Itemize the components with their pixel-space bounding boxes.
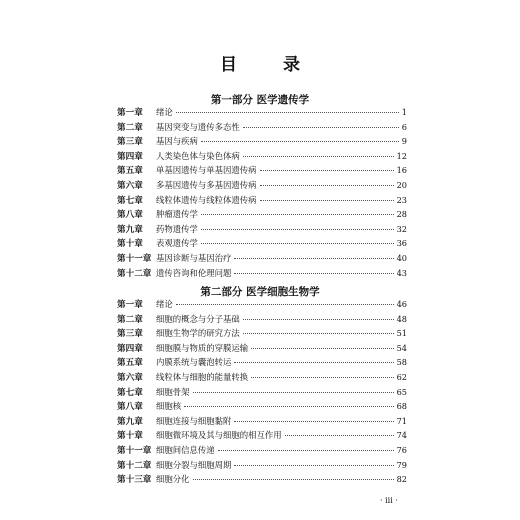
chapter-number: 第四章 bbox=[117, 151, 143, 162]
chapter-title: 细胞核 bbox=[156, 401, 182, 412]
chapter-title: 绪论 bbox=[156, 299, 173, 309]
chapter-title: 细胞的概念与分子基础 bbox=[156, 313, 240, 324]
dot-leader bbox=[251, 376, 393, 378]
toc-entry[interactable] bbox=[117, 135, 407, 150]
chapter-title: 单基因遗传与单基因遗传病 bbox=[156, 165, 257, 176]
dot-leader bbox=[251, 347, 393, 349]
dot-leader bbox=[176, 111, 399, 113]
chapter-number: 第七章 bbox=[117, 195, 143, 206]
dot-leader bbox=[201, 140, 399, 142]
chapter-number: 第六章 bbox=[117, 180, 143, 191]
part-heading: 第二部分 医学细胞生物学 bbox=[200, 286, 320, 298]
toc-entry[interactable] bbox=[117, 150, 407, 165]
dot-leader bbox=[201, 228, 394, 230]
dot-leader bbox=[243, 126, 399, 128]
page-ref: 76 bbox=[396, 444, 407, 455]
toc-entry[interactable] bbox=[117, 415, 407, 430]
dot-leader bbox=[234, 361, 393, 363]
page-ref: 62 bbox=[396, 371, 407, 382]
chapter-number: 第一章 bbox=[117, 300, 143, 310]
dot-leader bbox=[234, 420, 393, 422]
page-ref: 58 bbox=[396, 357, 407, 368]
toc-entry[interactable] bbox=[117, 223, 407, 238]
chapter-number: 第十章 bbox=[117, 431, 143, 442]
toc-entry[interactable] bbox=[117, 106, 407, 121]
chapter-title: 细胞连接与细胞黏附 bbox=[156, 415, 232, 426]
chapter-title: 线粒体与细胞的能量转换 bbox=[156, 371, 249, 382]
chapter-number: 第十二章 bbox=[117, 460, 152, 471]
chapter-number: 第九章 bbox=[117, 224, 143, 235]
page-ref: 46 bbox=[396, 299, 407, 309]
dot-leader bbox=[193, 391, 394, 393]
toc-entry[interactable] bbox=[117, 252, 407, 267]
page-ref: 28 bbox=[396, 209, 407, 220]
page-ref: 54 bbox=[396, 342, 407, 353]
chapter-title: 遗传咨询和伦理问题 bbox=[156, 267, 232, 278]
chapter-title: 表观遗传学 bbox=[156, 238, 198, 249]
chapter-number: 第八章 bbox=[117, 210, 143, 221]
chapter-number: 第三章 bbox=[117, 329, 143, 340]
toc-entry[interactable] bbox=[117, 371, 407, 386]
page-ref: 71 bbox=[396, 415, 407, 426]
chapter-title: 细胞分裂与细胞周期 bbox=[156, 459, 232, 470]
page-ref: 12 bbox=[396, 150, 407, 161]
dot-leader bbox=[234, 257, 393, 259]
chapter-title: 基因与疾病 bbox=[156, 136, 198, 147]
dot-leader bbox=[184, 405, 393, 407]
toc-entry[interactable] bbox=[117, 298, 407, 313]
page-ref: 40 bbox=[396, 252, 407, 263]
toc-list-part-2 bbox=[117, 298, 407, 488]
page-title: 目 录 bbox=[220, 55, 320, 75]
chapter-title: 细胞间信息传递 bbox=[156, 444, 215, 455]
dot-leader bbox=[260, 169, 394, 171]
dot-leader bbox=[176, 303, 394, 305]
toc-list-part-1 bbox=[117, 106, 407, 281]
page-ref: 74 bbox=[396, 430, 407, 441]
chapter-title: 肿瘤遗传学 bbox=[156, 209, 198, 220]
page-ref: 65 bbox=[396, 386, 407, 397]
page-ref: 36 bbox=[396, 238, 407, 249]
dot-leader bbox=[285, 434, 394, 436]
chapter-number: 第十章 bbox=[117, 239, 143, 250]
toc-entry[interactable] bbox=[117, 237, 407, 252]
page-ref: 1 bbox=[401, 107, 407, 117]
toc-entry[interactable] bbox=[117, 459, 407, 474]
dot-leader bbox=[243, 318, 394, 320]
toc-entry[interactable] bbox=[117, 208, 407, 223]
page-ref: 82 bbox=[396, 474, 407, 485]
part-heading: 第一部分 医学遗传学 bbox=[210, 94, 310, 106]
dot-leader bbox=[201, 213, 394, 215]
chapter-title: 药物遗传学 bbox=[156, 223, 198, 234]
chapter-title: 多基因遗传与多基因遗传病 bbox=[156, 179, 257, 190]
chapter-number: 第六章 bbox=[117, 372, 143, 383]
chapter-number: 第十一章 bbox=[117, 253, 152, 264]
page-ref: 9 bbox=[401, 136, 407, 147]
page-ref: 32 bbox=[396, 223, 407, 234]
toc-entry[interactable] bbox=[117, 342, 407, 357]
chapter-number: 第十一章 bbox=[117, 445, 152, 456]
chapter-number: 第四章 bbox=[117, 343, 143, 354]
toc-entry[interactable] bbox=[117, 400, 407, 415]
dot-leader bbox=[201, 242, 394, 244]
chapter-title: 细胞微环境及其与细胞的相互作用 bbox=[156, 430, 282, 441]
chapter-number: 第九章 bbox=[117, 416, 143, 427]
dot-leader bbox=[234, 464, 393, 466]
toc-entry[interactable] bbox=[117, 386, 407, 401]
page-ref: 48 bbox=[396, 313, 407, 324]
chapter-number: 第五章 bbox=[117, 358, 143, 369]
dot-leader bbox=[260, 184, 394, 186]
chapter-title: 内膜系统与囊泡转运 bbox=[156, 357, 232, 368]
dot-leader bbox=[218, 449, 394, 451]
chapter-number: 第八章 bbox=[117, 402, 143, 413]
toc-entry[interactable] bbox=[117, 444, 407, 459]
chapter-number: 第二章 bbox=[117, 122, 143, 133]
chapter-number: 第十二章 bbox=[117, 268, 152, 279]
dot-leader bbox=[193, 478, 394, 480]
toc-entry[interactable] bbox=[117, 121, 407, 136]
chapter-title: 基因诊断与基因治疗 bbox=[156, 252, 232, 263]
chapter-number: 第一章 bbox=[117, 108, 143, 118]
toc-entry[interactable] bbox=[117, 313, 407, 328]
chapter-title: 细胞生物学的研究方法 bbox=[156, 328, 240, 339]
toc-entry[interactable] bbox=[117, 429, 407, 444]
chapter-number: 第五章 bbox=[117, 166, 143, 177]
toc-entry[interactable] bbox=[117, 267, 407, 282]
chapter-number: 第七章 bbox=[117, 387, 143, 398]
dot-leader bbox=[243, 155, 394, 157]
page-ref: 6 bbox=[401, 121, 407, 132]
chapter-number: 第三章 bbox=[117, 137, 143, 148]
page-ref: 51 bbox=[396, 328, 407, 339]
toc-entry[interactable] bbox=[117, 179, 407, 194]
chapter-title: 绪论 bbox=[156, 107, 173, 117]
chapter-title: 基因突变与遗传多态性 bbox=[156, 121, 240, 132]
dot-leader bbox=[243, 332, 394, 334]
page-ref: 20 bbox=[396, 179, 407, 190]
toc-entry[interactable] bbox=[117, 356, 407, 371]
chapter-number: 第十三章 bbox=[117, 475, 152, 486]
toc-entry[interactable] bbox=[117, 473, 407, 488]
chapter-title: 细胞膜与物质的穿膜运输 bbox=[156, 342, 249, 353]
page-number: · iii · bbox=[380, 496, 398, 505]
dot-leader bbox=[234, 272, 393, 274]
chapter-number: 第二章 bbox=[117, 314, 143, 325]
toc-entry[interactable] bbox=[117, 327, 407, 342]
chapter-title: 线粒体遗传与线粒体遗传病 bbox=[156, 194, 257, 205]
toc-entry[interactable] bbox=[117, 194, 407, 209]
toc-entry[interactable] bbox=[117, 164, 407, 179]
page-ref: 68 bbox=[396, 401, 407, 412]
chapter-title: 细胞骨架 bbox=[156, 386, 190, 397]
chapter-title: 细胞分化 bbox=[156, 474, 190, 485]
chapter-title: 人类染色体与染色体病 bbox=[156, 150, 240, 161]
dot-leader bbox=[260, 199, 394, 201]
page-ref: 23 bbox=[396, 194, 407, 205]
page-ref: 43 bbox=[396, 267, 407, 278]
page-ref: 79 bbox=[396, 459, 407, 470]
page-ref: 16 bbox=[396, 165, 407, 176]
